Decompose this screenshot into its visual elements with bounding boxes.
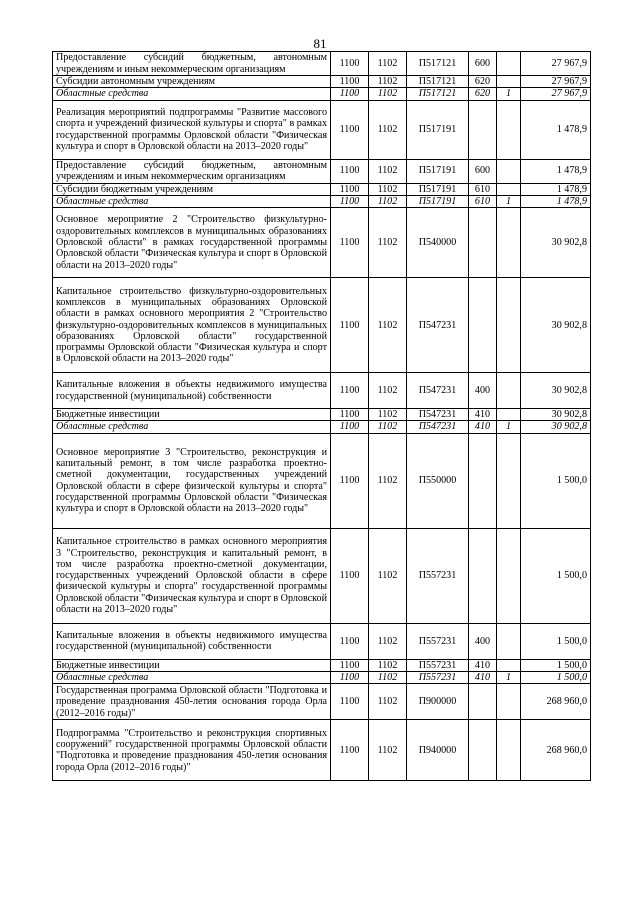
row-amount: 1 478,9	[521, 183, 591, 195]
row-amount: 30 902,8	[521, 208, 591, 278]
row-amount: 268 960,0	[521, 684, 591, 720]
row-name: Реализация мероприятий подпрограммы "Развитие массового спорта и учреждений физической культуры и спорта" в рамках государственной программы Орловской области "Физическая культура и спорт в Орловской области на 2013–2020 годы"	[53, 100, 331, 159]
row-source-code: 1	[497, 195, 521, 207]
row-section: 1100	[331, 159, 369, 183]
row-source-code	[497, 159, 521, 183]
row-subsection: 1102	[369, 195, 407, 207]
row-subsection: 1102	[369, 720, 407, 781]
table-row	[53, 159, 591, 183]
row-name: Областные средства	[53, 195, 331, 207]
row-section: 1100	[331, 433, 369, 528]
row-name: Капитальные вложения в объекты недвижимого имущества государственной (муниципальной) собственности	[53, 373, 331, 409]
row-subsection: 1102	[369, 433, 407, 528]
row-amount: 30 902,8	[521, 373, 591, 409]
row-section: 1100	[331, 684, 369, 720]
row-section: 1100	[331, 88, 369, 100]
row-section: 1100	[331, 100, 369, 159]
table-row	[53, 100, 591, 159]
row-name: Капитальное строительство в рамках основного мероприятия 3 "Строительство, реконструкция и капитальный ремонт, в том числе разработка проектно-сметной документации, государственных учреждений Орловской области в сфере физической культуры и спорта" государственной программы Орловской области "Физическая культура и спорт в Орловской области на 2013–2020 годы"	[53, 528, 331, 623]
row-subsection: 1102	[369, 183, 407, 195]
row-source-code	[497, 409, 521, 421]
table-row	[53, 433, 591, 528]
table-row	[53, 421, 591, 433]
row-target-article: П547231	[407, 421, 469, 433]
row-name: Областные средства	[53, 672, 331, 684]
table-row	[53, 76, 591, 88]
row-target-article: П557231	[407, 672, 469, 684]
row-subsection: 1102	[369, 52, 407, 76]
row-target-article: П547231	[407, 278, 469, 373]
row-expense-type: 600	[469, 52, 497, 76]
row-subsection: 1102	[369, 159, 407, 183]
row-amount: 1 478,9	[521, 100, 591, 159]
row-expense-type	[469, 208, 497, 278]
row-subsection: 1102	[369, 623, 407, 659]
table-row	[53, 278, 591, 373]
row-source-code	[497, 278, 521, 373]
row-name: Бюджетные инвестиции	[53, 659, 331, 671]
row-subsection: 1102	[369, 421, 407, 433]
table-row	[53, 528, 591, 623]
row-source-code	[497, 720, 521, 781]
row-amount: 1 500,0	[521, 623, 591, 659]
row-amount: 27 967,9	[521, 88, 591, 100]
row-amount: 1 500,0	[521, 659, 591, 671]
row-amount: 30 902,8	[521, 409, 591, 421]
row-section: 1100	[331, 52, 369, 76]
table-row	[53, 88, 591, 100]
row-expense-type: 600	[469, 159, 497, 183]
row-name: Капитальные вложения в объекты недвижимого имущества государственной (муниципальной) собственности	[53, 623, 331, 659]
table-row	[53, 373, 591, 409]
row-expense-type	[469, 720, 497, 781]
row-name: Государственная программа Орловской области "Подготовка и проведение празднования 450-летия основания города Орла (2012–2016 годы)"	[53, 684, 331, 720]
row-section: 1100	[331, 421, 369, 433]
row-source-code: 1	[497, 88, 521, 100]
row-target-article: П547231	[407, 373, 469, 409]
row-name: Областные средства	[53, 421, 331, 433]
table-row	[53, 684, 591, 720]
row-source-code: 1	[497, 672, 521, 684]
row-source-code	[497, 76, 521, 88]
table-row	[53, 623, 591, 659]
row-expense-type: 400	[469, 373, 497, 409]
table-row	[53, 208, 591, 278]
row-source-code: 1	[497, 421, 521, 433]
row-expense-type: 410	[469, 421, 497, 433]
row-expense-type: 620	[469, 88, 497, 100]
row-expense-type	[469, 684, 497, 720]
row-name: Подпрограмма "Строительство и реконструкция спортивных сооружений" государственной программы Орловской области "Подготовка и проведение празднования 450-летия основания города Орла (2012–2016 годы)"	[53, 720, 331, 781]
budget-table	[52, 51, 591, 781]
row-source-code	[497, 623, 521, 659]
budget-table-body	[53, 52, 591, 781]
row-expense-type: 410	[469, 659, 497, 671]
row-target-article: П517191	[407, 159, 469, 183]
row-name: Субсидии бюджетным учреждениям	[53, 183, 331, 195]
row-subsection: 1102	[369, 528, 407, 623]
row-expense-type: 610	[469, 183, 497, 195]
table-row	[53, 659, 591, 671]
row-subsection: 1102	[369, 278, 407, 373]
row-target-article: П517121	[407, 76, 469, 88]
row-expense-type	[469, 278, 497, 373]
row-source-code	[497, 373, 521, 409]
row-source-code	[497, 684, 521, 720]
row-name: Предоставление субсидий бюджетным, автономным учреждениям и иным некоммерческим организациям	[53, 159, 331, 183]
row-source-code	[497, 208, 521, 278]
row-section: 1100	[331, 720, 369, 781]
row-expense-type: 610	[469, 195, 497, 207]
table-row	[53, 672, 591, 684]
row-expense-type	[469, 528, 497, 623]
row-target-article: П940000	[407, 720, 469, 781]
row-section: 1100	[331, 195, 369, 207]
row-amount: 268 960,0	[521, 720, 591, 781]
row-target-article: П557231	[407, 659, 469, 671]
row-subsection: 1102	[369, 659, 407, 671]
row-expense-type: 400	[469, 623, 497, 659]
row-expense-type: 410	[469, 409, 497, 421]
row-target-article: П517191	[407, 100, 469, 159]
row-expense-type: 410	[469, 672, 497, 684]
row-amount: 30 902,8	[521, 421, 591, 433]
row-name: Областные средства	[53, 88, 331, 100]
table-row	[53, 409, 591, 421]
row-section: 1100	[331, 672, 369, 684]
row-amount: 1 500,0	[521, 672, 591, 684]
row-target-article: П900000	[407, 684, 469, 720]
row-subsection: 1102	[369, 76, 407, 88]
row-name: Субсидии автономным учреждениям	[53, 76, 331, 88]
row-amount: 1 478,9	[521, 195, 591, 207]
row-target-article: П517121	[407, 88, 469, 100]
row-amount: 1 500,0	[521, 528, 591, 623]
row-subsection: 1102	[369, 684, 407, 720]
table-row	[53, 183, 591, 195]
row-amount: 27 967,9	[521, 52, 591, 76]
table-row	[53, 195, 591, 207]
row-section: 1100	[331, 373, 369, 409]
row-section: 1100	[331, 409, 369, 421]
row-expense-type	[469, 433, 497, 528]
row-target-article: П557231	[407, 623, 469, 659]
row-name: Основное мероприятие 2 "Строительство физкультурно-оздоровительных комплексов в муниципальных образованиях Орловской области" в рамках государственной программы Орловской области "Физическая культура и спорт в Орловской области на 2013–2020 годы"	[53, 208, 331, 278]
row-target-article: П517191	[407, 183, 469, 195]
row-section: 1100	[331, 208, 369, 278]
row-source-code	[497, 659, 521, 671]
row-target-article: П547231	[407, 409, 469, 421]
row-target-article: П550000	[407, 433, 469, 528]
row-section: 1100	[331, 528, 369, 623]
row-name: Капитальное строительство физкультурно-оздоровительных комплексов в муниципальных образованиях Орловской области в рамках основного мероприятия 2 "Строительство физкультурно-оздоровительных комплексов в муниципальных образованиях Орловской области" государственной программы Орловской области "Физическая культура и спорт в Орловской области на 2013–2020 годы"	[53, 278, 331, 373]
row-target-article: П557231	[407, 528, 469, 623]
row-source-code	[497, 433, 521, 528]
row-amount: 30 902,8	[521, 278, 591, 373]
table-row	[53, 52, 591, 76]
row-subsection: 1102	[369, 100, 407, 159]
row-name: Предоставление субсидий бюджетным, автономным учреждениям и иным некоммерческим организациям	[53, 52, 331, 76]
row-expense-type: 620	[469, 76, 497, 88]
row-section: 1100	[331, 278, 369, 373]
page-number: 81	[313, 36, 327, 51]
row-target-article: П540000	[407, 208, 469, 278]
row-expense-type	[469, 100, 497, 159]
row-section: 1100	[331, 183, 369, 195]
row-amount: 1 500,0	[521, 433, 591, 528]
row-source-code	[497, 52, 521, 76]
row-section: 1100	[331, 659, 369, 671]
row-source-code	[497, 183, 521, 195]
row-name: Бюджетные инвестиции	[53, 409, 331, 421]
row-target-article: П517121	[407, 52, 469, 76]
row-amount: 27 967,9	[521, 76, 591, 88]
row-amount: 1 478,9	[521, 159, 591, 183]
row-source-code	[497, 528, 521, 623]
row-subsection: 1102	[369, 373, 407, 409]
table-row	[53, 720, 591, 781]
row-subsection: 1102	[369, 88, 407, 100]
row-target-article: П517191	[407, 195, 469, 207]
row-subsection: 1102	[369, 409, 407, 421]
row-section: 1100	[331, 623, 369, 659]
row-name: Основное мероприятие 3 "Строительство, реконструкция и капитальный ремонт, в том числе разработка проектно-сметной документации, государственных учреждений Орловской области в сфере физической культуры и спорта" государственной программы Орловской области "Физическая культура и спорт в Орловской области на 2013–2020 годы"	[53, 433, 331, 528]
row-subsection: 1102	[369, 672, 407, 684]
row-source-code	[497, 100, 521, 159]
row-subsection: 1102	[369, 208, 407, 278]
row-section: 1100	[331, 76, 369, 88]
